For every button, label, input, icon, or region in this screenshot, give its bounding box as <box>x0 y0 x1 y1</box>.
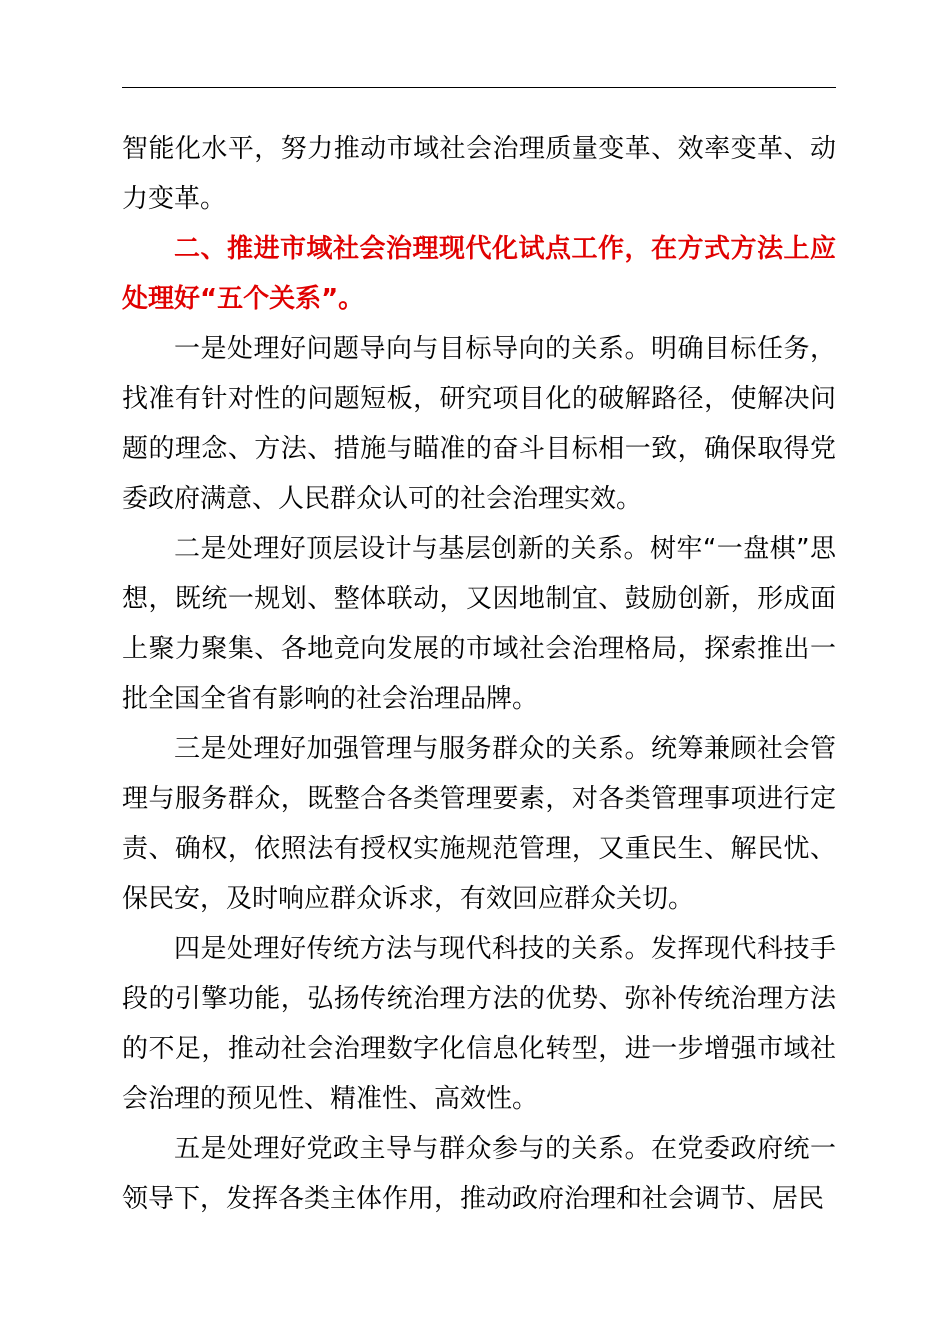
paragraph-1: 一是处理好问题导向与目标导向的关系。明确目标任务，找准有针对性的问题短板，研究项目化的破解路径，使解决问题的理念、方法、措施与瞄准的奋斗目标相一致，确保取得党委政府满意、人民群众认可的社会治理实效。 <box>122 334 836 514</box>
document-body <box>122 124 836 1224</box>
section-heading: 二、推进市域社会治理现代化试点工作，在方式方法上应处理好“五个关系”。 <box>122 234 836 314</box>
paragraph-5: 五是处理好党政主导与群众参与的关系。在党委政府统一领导下，发挥各类主体作用，推动政府治理和社会调节、居民 <box>122 1134 836 1214</box>
paragraph-4: 四是处理好传统方法与现代科技的关系。发挥现代科技手段的引擎功能，弘扬传统治理方法的优势、弥补传统治理方法的不足，推动社会治理数字化信息化转型，进一步增强市域社会治理的预见性、精准性、高效性。 <box>122 934 836 1114</box>
paragraph-2: 二是处理好顶层设计与基层创新的关系。树牢“一盘棋”思想，既统一规划、整体联动，又因地制宜、鼓励创新，形成面上聚力聚集、各地竞向发展的市域社会治理格局，探索推出一批全国全省有影响的社会治理品牌。 <box>122 534 836 714</box>
paragraph-3: 三是处理好加强管理与服务群众的关系。统筹兼顾社会管理与服务群众，既整合各类管理要素，对各类管理事项进行定责、确权，依照法有授权实施规范管理，又重民生、解民忧、保民安，及时响应群众诉求，有效回应群众关切。 <box>122 734 836 914</box>
continuation-paragraph: 智能化水平，努力推动市域社会治理质量变革、效率变革、动力变革。 <box>122 134 836 214</box>
header-rule <box>122 87 836 88</box>
